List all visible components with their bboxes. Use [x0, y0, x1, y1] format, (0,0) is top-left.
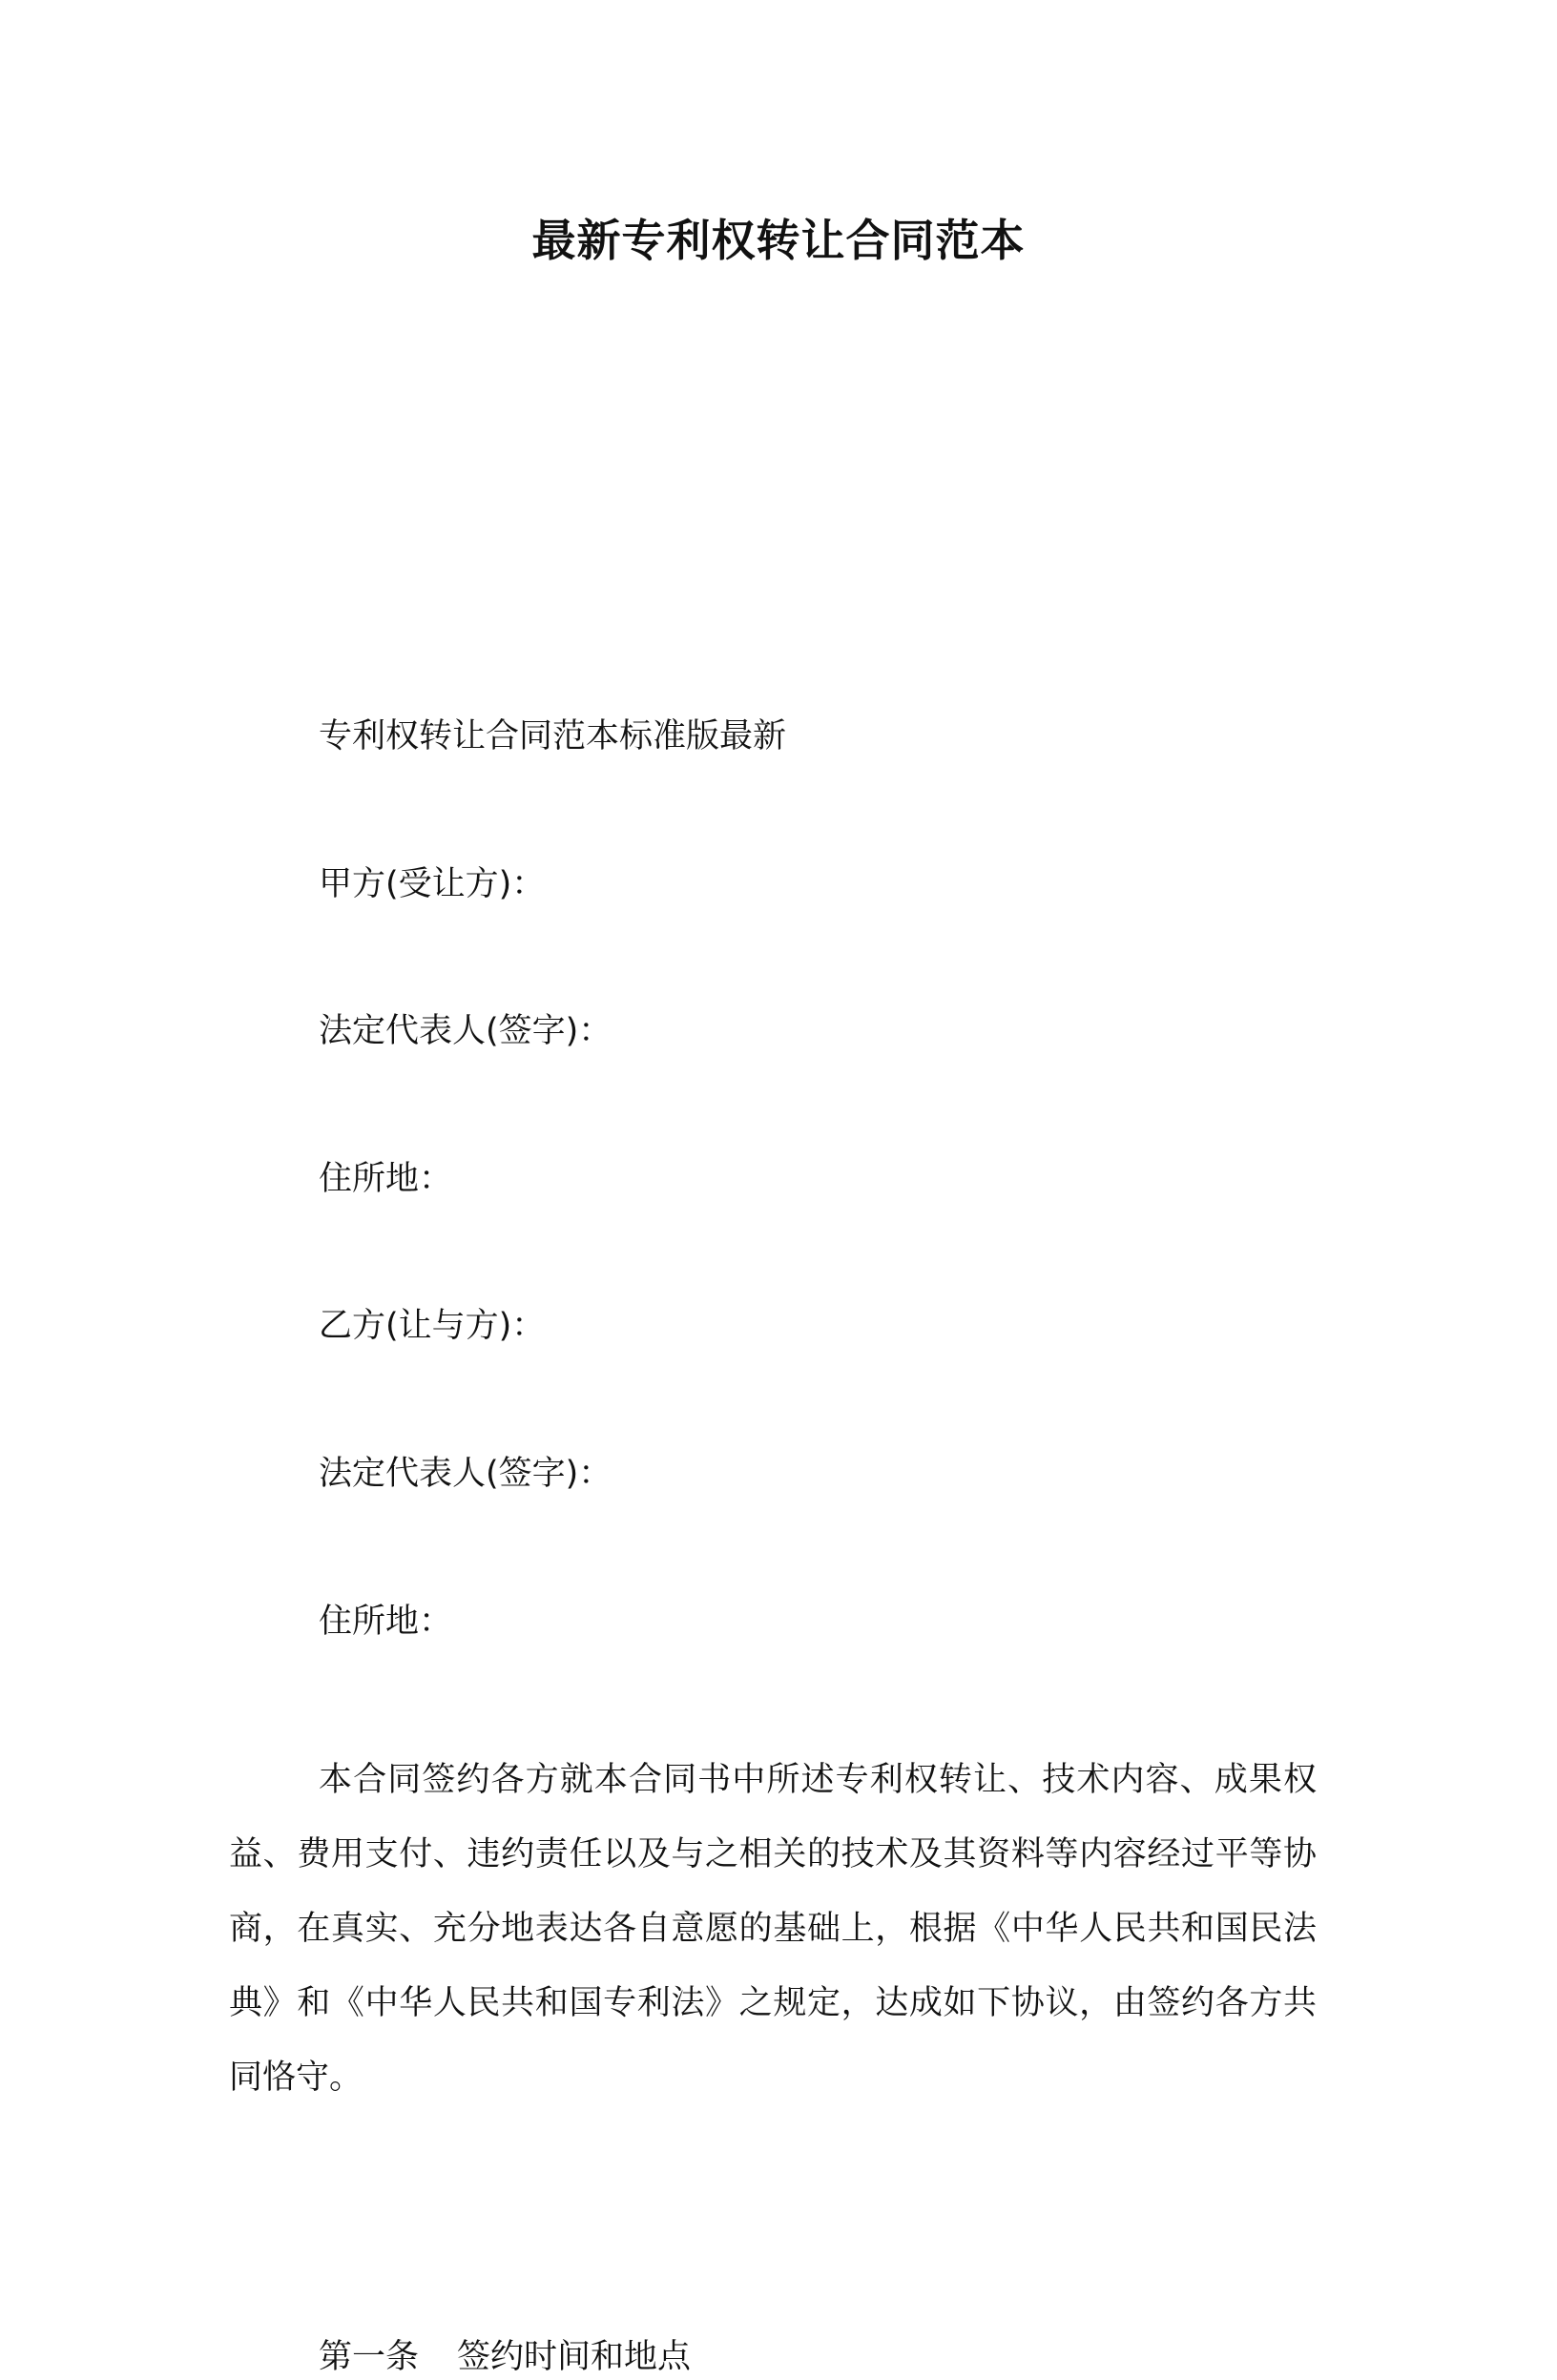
document-title: 最新专利权转让合同范本: [531, 215, 1026, 266]
article-1-number: 第一条: [319, 2338, 420, 2376]
party-a-representative-label: 法定代表人(签字)：: [319, 1012, 612, 1050]
party-a-label: 甲方(受让方)：: [319, 865, 546, 903]
preamble-paragraph: 本合同签约各方就本合同书中所述专利权转让、技术内容、成果权益、费用支付、违约责任以及与之相关的技术及其资料等内容经过平等协商，在真实、充分地表达各自意愿的基础上，根据《中华人民共和国民法典》和《中华人民共和国专利法》之规定，达成如下协议，由签约各方共同恪守。: [229, 1761, 1317, 2097]
article-1-title: 签约时间和地点: [457, 2338, 692, 2376]
party-b-address-label: 住所地：: [319, 1603, 453, 1641]
party-b-representative-label: 法定代表人(签字)：: [319, 1455, 612, 1493]
document-subtitle: 专利权转让合同范本标准版最新: [319, 717, 787, 755]
article-1-heading: [319, 2334, 691, 2380]
party-b-label: 乙方(让与方)：: [319, 1307, 546, 1345]
party-a-address-label: 住所地：: [319, 1160, 453, 1198]
